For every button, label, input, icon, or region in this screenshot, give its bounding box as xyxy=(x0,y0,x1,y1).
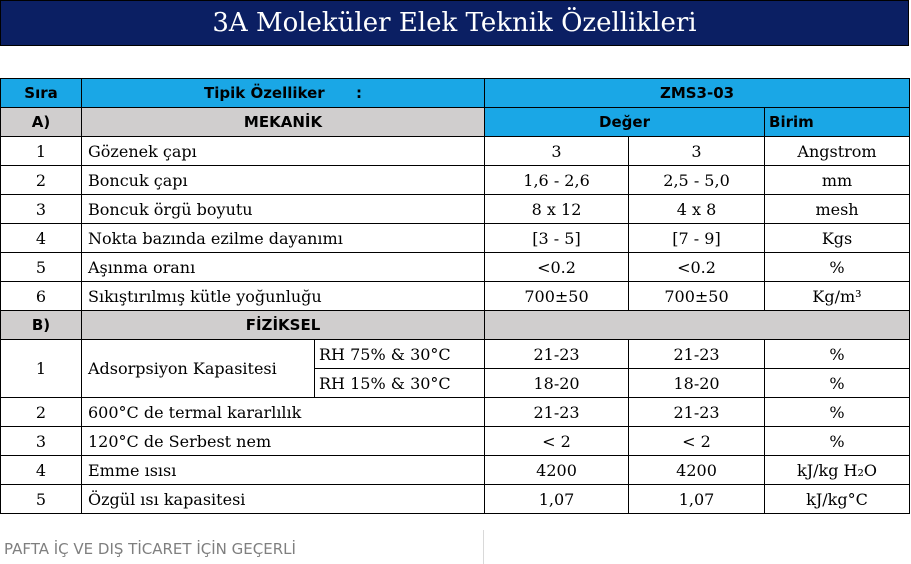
table-row xyxy=(1,224,910,253)
row-number: 3 xyxy=(1,427,82,456)
unit-column-header: Birim xyxy=(765,108,910,137)
row-number: 5 xyxy=(1,485,82,514)
property-name: Sıkıştırılmış kütle yoğunluğu xyxy=(82,282,485,311)
table-row xyxy=(1,253,910,282)
property-name: Gözenek çapı xyxy=(82,137,485,166)
property-name: Boncuk örgü boyutu xyxy=(82,195,485,224)
unit: % xyxy=(765,398,910,427)
section-a-row xyxy=(1,108,910,137)
spec-table-container xyxy=(0,78,910,514)
value-2: 4 x 8 xyxy=(629,195,765,224)
unit: mm xyxy=(765,166,910,195)
property-name: Boncuk çapı xyxy=(82,166,485,195)
unit: mesh xyxy=(765,195,910,224)
mekanik-rows xyxy=(1,137,910,311)
unit: kJ/kg H₂O xyxy=(765,456,910,485)
value-1: 1,07 xyxy=(485,485,629,514)
value-1: [3 - 5] xyxy=(485,224,629,253)
value-1: 21-23 xyxy=(485,340,629,369)
value-2: 21-23 xyxy=(629,340,765,369)
value-1: 3 xyxy=(485,137,629,166)
section-b-row xyxy=(1,311,910,340)
value-1: <0.2 xyxy=(485,253,629,282)
table-row xyxy=(1,340,910,369)
document-title: 3A Moleküler Elek Teknik Özellikleri xyxy=(0,0,909,46)
property-name: 120°C de Serbest nem xyxy=(82,427,485,456)
section-a-title: MEKANİK xyxy=(82,108,485,137)
value-2: 18-20 xyxy=(629,369,765,398)
unit: Kgs xyxy=(765,224,910,253)
value-1: 21-23 xyxy=(485,398,629,427)
value-2: [7 - 9] xyxy=(629,224,765,253)
value-column-header: Değer xyxy=(485,108,765,137)
value-1: 8 x 12 xyxy=(485,195,629,224)
row-number: 1 xyxy=(1,137,82,166)
value-1: 1,6 - 2,6 xyxy=(485,166,629,195)
value-2: 1,07 xyxy=(629,485,765,514)
unit: Angstrom xyxy=(765,137,910,166)
value-2: 3 xyxy=(629,137,765,166)
section-b-title: FİZİKSEL xyxy=(82,311,485,340)
table-row xyxy=(1,282,910,311)
property-name: Özgül ısı kapasitesi xyxy=(82,485,485,514)
value-1: 4200 xyxy=(485,456,629,485)
spec-table xyxy=(0,78,910,514)
value-2: <0.2 xyxy=(629,253,765,282)
table-row xyxy=(1,398,910,427)
fiziksel-rows xyxy=(1,398,910,514)
gridline xyxy=(483,530,484,564)
section-b-index: B) xyxy=(1,311,82,340)
unit: % xyxy=(765,253,910,282)
unit: % xyxy=(765,427,910,456)
value-1: 18-20 xyxy=(485,369,629,398)
unit: Kg/m³ xyxy=(765,282,910,311)
header-sira: Sıra xyxy=(1,79,82,108)
condition-label: RH 75% & 30°C xyxy=(315,340,485,369)
property-name: Adsorpsiyon Kapasitesi xyxy=(82,340,315,398)
table-row xyxy=(1,456,910,485)
value-2: 2,5 - 5,0 xyxy=(629,166,765,195)
unit: % xyxy=(765,340,910,369)
row-number: 4 xyxy=(1,224,82,253)
row-number: 1 xyxy=(1,340,82,398)
unit: kJ/kg°C xyxy=(765,485,910,514)
property-name: 600°C de termal kararlılık xyxy=(82,398,485,427)
table-row xyxy=(1,485,910,514)
table-row xyxy=(1,166,910,195)
value-2: < 2 xyxy=(629,427,765,456)
row-number: 3 xyxy=(1,195,82,224)
table-row xyxy=(1,427,910,456)
value-2: 700±50 xyxy=(629,282,765,311)
value-1: < 2 xyxy=(485,427,629,456)
value-1: 700±50 xyxy=(485,282,629,311)
unit: % xyxy=(765,369,910,398)
section-a-index: A) xyxy=(1,108,82,137)
row-number: 4 xyxy=(1,456,82,485)
validity-note: PAFTA İÇ VE DIŞ TİCARET İÇİN GEÇERLİ xyxy=(4,540,296,558)
value-2: 4200 xyxy=(629,456,765,485)
condition-label: RH 15% & 30°C xyxy=(315,369,485,398)
row-number: 2 xyxy=(1,398,82,427)
row-number: 5 xyxy=(1,253,82,282)
row-number: 2 xyxy=(1,166,82,195)
property-name: Nokta bazında ezilme dayanımı xyxy=(82,224,485,253)
header-tipik-ozellikler: Tipik Özelliker : xyxy=(82,79,485,108)
value-2: 21-23 xyxy=(629,398,765,427)
table-row xyxy=(1,137,910,166)
table-header-row xyxy=(1,79,910,108)
header-product-code: ZMS3-03 xyxy=(485,79,910,108)
section-b-filler xyxy=(485,311,910,340)
row-number: 6 xyxy=(1,282,82,311)
table-row xyxy=(1,195,910,224)
property-name: Aşınma oranı xyxy=(82,253,485,282)
property-name: Emme ısısı xyxy=(82,456,485,485)
